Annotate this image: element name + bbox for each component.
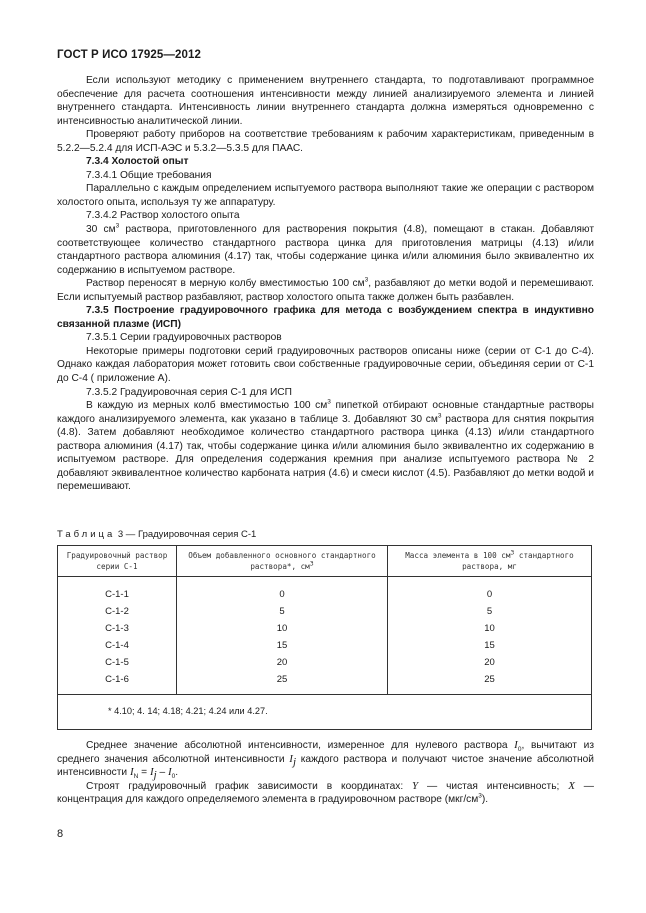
table-cell: С-1-5 — [58, 654, 177, 671]
calibration-table — [57, 545, 592, 730]
paragraph: Если используют методику с применением внутреннего стандарта, то подготавливают программное обеспечение для расчета соотношения интенсивности между линией анализируемого элемента и линией внутреннего стандарта. Интенсивность линии внутреннего стандарта должна измеряться одновременно с интенсивностью аналитической линии. — [57, 75, 594, 127]
paragraph: Проверяют работу приборов на соответствие требованиям к рабочим характеристикам, приведенным в 5.2.2—5.2.4 для ИСП-АЭС и 5.3.2—5.3.5 для ПААС. — [57, 129, 594, 154]
table-cell: 15 — [177, 637, 388, 654]
subsection-heading: 7.3.4.1 Общие требования — [86, 169, 212, 181]
table-row — [58, 577, 592, 604]
table-footnote: * 4.10; 4. 14; 4.18; 4.21; 4.24 или 4.27. — [58, 695, 592, 730]
closing-text — [57, 739, 594, 807]
paragraph: Некоторые примеры подготовки серий градуировочных растворов описаны ниже (серии от С-1 до С-4). Однако каждая лаборатория может готовить свои собственные градуировочные серии, объединяя серии от С-1 до С-4 ( приложение А). — [57, 345, 594, 385]
subsection-heading: 7.3.5.2 Градуировочная серия С-1 для ИСП — [86, 386, 292, 398]
column-header: Масса элемента в 100 $см^3$ стандартного раствора, мг — [388, 546, 592, 577]
subsection-heading: 7.3.4.2 Раствор холостого опыта — [86, 210, 240, 222]
table-row — [58, 620, 592, 637]
table-row — [58, 637, 592, 654]
subsection-heading: 7.3.5.1 Серии градуировочных растворов — [86, 332, 282, 344]
paragraph: 30 $см^3$ раствора, приготовленного для растворения покрытия (4.8), помещают в стакан. Добавляют соответствующее количество стандартного раствора цинка для приготовления матрицы (4.13) и/или стандартного раствора алюминия (4.17) так, чтобы содержание цинка и/или алюминия было эквивалентно их содержанию в испытуемом растворе. — [57, 222, 594, 276]
table-row — [58, 603, 592, 620]
table-cell: 5 — [388, 603, 592, 620]
document-header: ГОСТ Р ИСО 17925—2012 — [57, 49, 202, 61]
table-row — [58, 654, 592, 671]
paragraph: Строят градуировочный график зависимости в координатах: Y — чистая интенсивность; X — концентрация для каждого определяемого элемента в градуировочном растворе $(мкг/см^3)$. — [57, 779, 594, 806]
page-number: 8 — [57, 828, 64, 840]
paragraph: Параллельно с каждым определением испытуемого раствора выполняют такие же операции с раствором холостого опыта, используя ту же аппаратуру. — [57, 183, 594, 208]
paragraph: Раствор переносят в мерную колбу вместимостью 100 $см^3$, разбавляют до метки водой и перемешивают. Если испытуемый раствор разбавляют, раствор холостого опыта также должен быть разбавлен. — [57, 276, 594, 303]
table-cell: С-1-4 — [58, 637, 177, 654]
table-cell: 0 — [177, 577, 388, 604]
column-header: Градуировочный раствор серии С-1 — [58, 546, 177, 577]
section-heading: 7.3.5 Построение градуировочного графика для метода с возбуждением спектра в индуктивно связанной плазме (ИСП) — [57, 305, 594, 330]
table-cell: С-1-1 — [58, 577, 177, 604]
table-cell: С-1-6 — [58, 671, 177, 695]
table-cell: 20 — [388, 654, 592, 671]
table-cell: 15 — [388, 637, 592, 654]
table-cell: 25 — [177, 671, 388, 695]
table-cell: 10 — [177, 620, 388, 637]
table-cell: 20 — [177, 654, 388, 671]
table-cell: 5 — [177, 603, 388, 620]
table-caption: Таблица 3 — Градуировочная серия С-1 — [57, 529, 257, 540]
column-header: Объем добавленного основного стандартного раствора*, $см^3$ — [177, 546, 388, 577]
section-heading: 7.3.4 Холостой опыт — [86, 156, 189, 168]
main-text — [57, 74, 594, 494]
paragraph: В каждую из мерных колб вместимостью 100 $см^3$ пипеткой отбирают основные стандартные растворы каждого анализируемого элемента, как указано в таблице 3. Добавляют 30 $см^3$ раствора для снятия покрытия (4.8). Затем добавляют необходимое количество стандартного раствора цинка (4.13) и/или стандартного раствора алюминия (4.17) так, чтобы содержание цинка и/или алюминия было эквивалентно их содержанию в испытуемом растворе. Для определения содержания кремния при анализе испытуемого раствора № 2 добавляют эквивалентное количество карбоната натрия (4.6) и смеси кислот (4.5). Разбавляют до метки водой и перемешивают. — [57, 398, 595, 493]
table-footnote-row — [58, 695, 592, 730]
table-cell: 10 — [388, 620, 592, 637]
table-row — [58, 671, 592, 695]
paragraph: Среднее значение абсолютной интенсивности, измеренное для нулевого раствора $I_0$, вычитают из среднего значения абсолютной интенсивности $I_j$ каждого раствора и получают чистое значение абсолютной интенсивности $I_N = I_j - I_0$. — [57, 739, 594, 782]
table-cell: С-1-2 — [58, 603, 177, 620]
table-cell: 0 — [388, 577, 592, 604]
table-cell: 25 — [388, 671, 592, 695]
table-cell: С-1-3 — [58, 620, 177, 637]
